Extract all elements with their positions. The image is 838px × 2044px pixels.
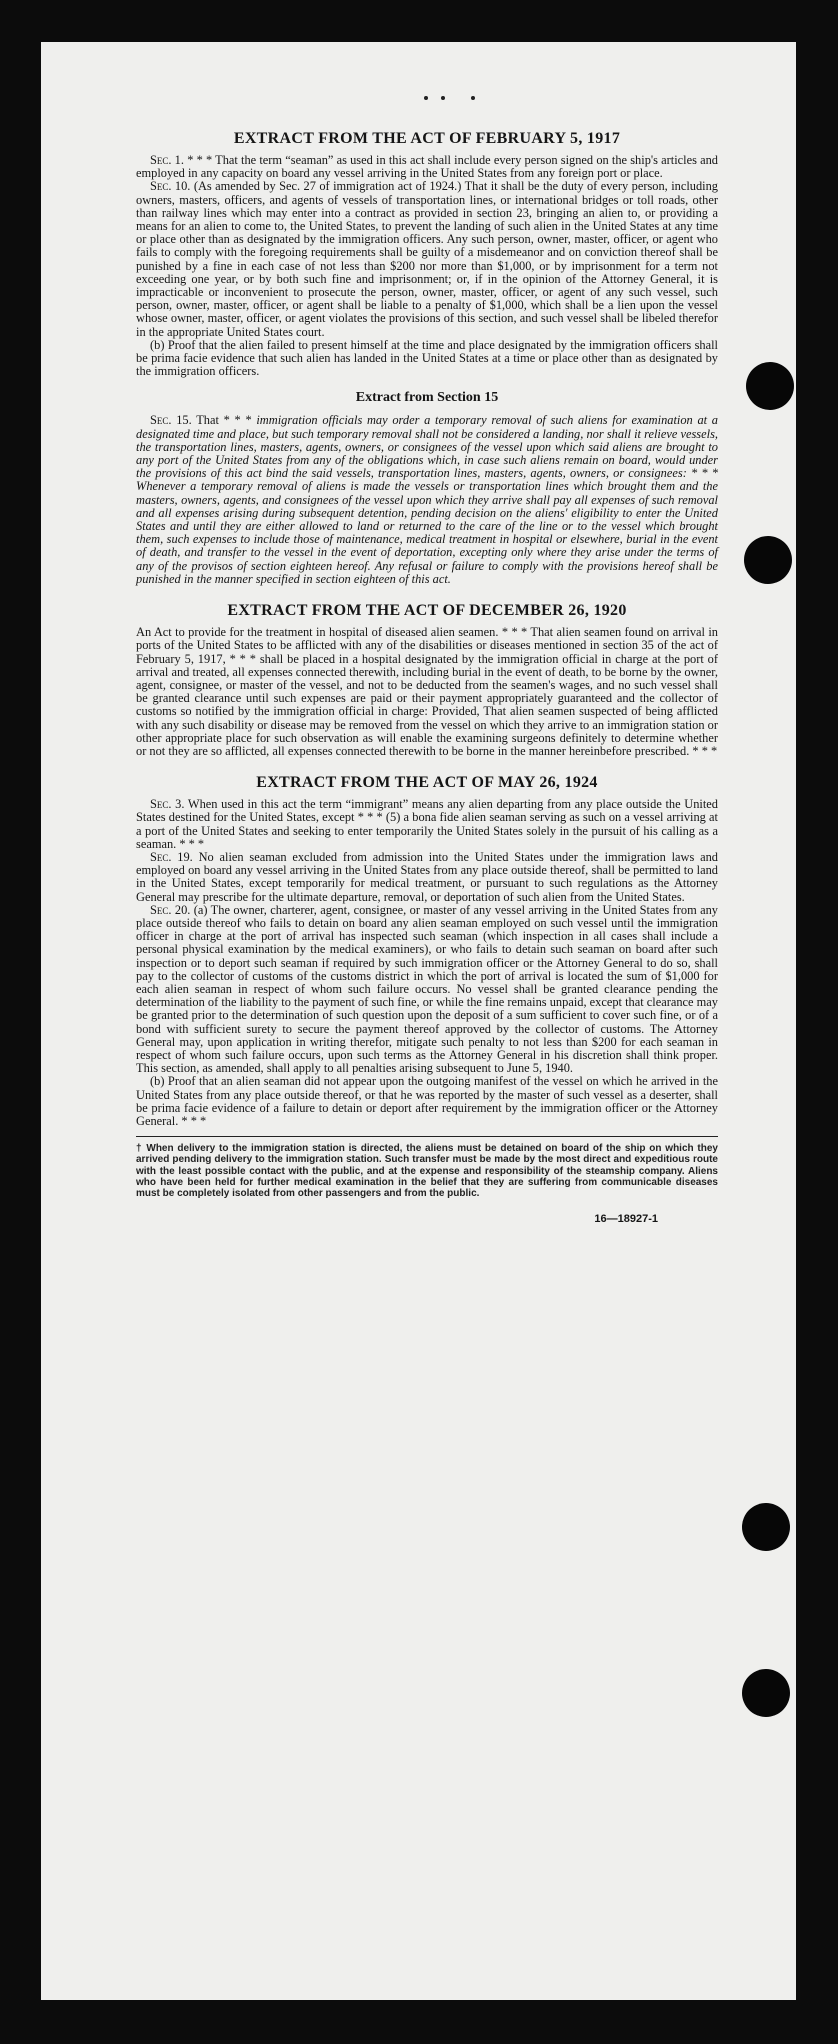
sec19-label: Sec. 19. xyxy=(150,849,193,864)
act1920-paragraph: An Act to provide for the treatment in hospital of diseased alien seamen. * * * That alien seamen found on arrival in ports of the United States to be afflicted with any of the disabilities or diseases mentioned in section 35 of the act of February 5, 1917, * * * shall be placed in a hospital designated by the immigration official in charge at the port of arrival and treated, all expenses connected therewith, including burial in the event of death, to be borne by the owner, agent, consignee, or master of the vessel, and not to be deducted from the seamen's wages, and no such vessel shall be granted clearance until such expenses are paid or their payment appropriately guaranteed and the collector of customs so notified by the immigration official in charge: Provided, That alien seamen suspected of being afflicted with any such disability or disease may be removed from the vessel on which they arrive to an immigration station or other appropriate place for such observation as will enable the examining surgeons definitely to determine whether or not they are so afflicted, all expenses connected therewith to be borne in the manner hereinbefore prescribed. * * * xyxy=(136,625,718,758)
sec15-lead: That * * * xyxy=(196,413,252,428)
document-page xyxy=(41,42,796,2000)
heading-act-1924: EXTRACT FROM THE ACT OF MAY 26, 1924 xyxy=(256,774,598,792)
heading-act-1917: EXTRACT FROM THE ACT OF FEBRUARY 5, 1917 xyxy=(233,130,621,147)
sec15-label: Sec. 15. xyxy=(150,413,192,428)
heading-act-1920: EXTRACT FROM THE ACT OF DECEMBER 26, 1920 xyxy=(227,602,627,620)
sec3-paragraph xyxy=(136,798,718,851)
top-mark-dots xyxy=(41,96,796,106)
sec10-text: (As amended by Sec. 27 of immigration act of 1924.) That it shall be the duty of every person, including owners, masters, officers, and agents of vessels of transportation lines, or international bridges or toll roads, other than railway lines which may enter into a contract as provided in section 23, bringing an alien to, or providing a means for an alien to come to, the United States, to prevent the landing of such alien in the United States at any time or place other than as designated by the immigration officers. Any such person, owner, master, officer, or agent who fails to comply with the foregoing requirements shall be guilty of a misdemeanor and on conviction thereof shall be punished by a fine in each case of not less than $200 nor more than $1,000, or by imprisonment for a term not exceeding one year, or by both such fine and imprisonment; or, if in the opinion of the Attorney General, it is impracticable or inconvenient to prosecute the person, owner, master, officer, or agent of any such vessel, such person, owner, master, officer, or agent shall be liable to a penalty of $1,000, which shall be a lien upon the vessel whose owner, master, officer, or agent violates the provisions of this section, and such vessel shall be libeled therefor in the appropriate United States court. xyxy=(136,179,718,339)
sec3-text: When used in this act the term “immigrant” means any alien departing from any place outside the United States destined for the United States, except * * * (5) a bona fide alien seaman serving as such on a vessel arriving at a port of the United States and seeking to enter temporarily the United States solely in the pursuit of his calling as a seaman. * * * xyxy=(136,797,718,851)
punch-hole xyxy=(744,536,792,584)
dot xyxy=(441,96,445,100)
sec15-paragraph xyxy=(136,414,718,586)
sec20-text: (a) The owner, charterer, agent, consignee, or master of any vessel arriving in the United States from any place outside thereof who fails to detain on board any alien seaman employed on such vessel until the immigration officer in charge at the port of arrival has inspected such seaman (which inspection in all cases shall include a personal physical examination by the medical examiners), or who fails to detain such seaman on board after such inspection or to deport such seaman if required by such immigration officer or the Attorney General to do so, shall pay to the collector of customs of the customs district in which the port of arrival is located the sum of $1,000 for each alien seaman in respect of whom such failure occurs. No vessel shall be granted clearance pending the determination of the liability to the payment of such fine, or while the fine remains unpaid, except that clearance may be granted prior to the determination of such question upon the deposit of a sum sufficient to cover such fine, or of a bond with sufficient surety to secure the payment thereof approved by the collector of customs. The Attorney General may, upon application in writing therefor, mitigate such penalty to not less than $200 for each seaman in respect of whom such failure occurs, upon such terms as the Attorney General in his discretion shall think proper. This section, as amended, shall apply to all penalties arising subsequent to June 5, 1940. xyxy=(136,902,718,1076)
sec1-text: * * * That the term “seaman” as used in this act shall include every person signed on the ship's articles and employed in any capacity on board any vessel arriving in the United States from any foreign port or place. xyxy=(136,153,718,181)
sec20-paragraph xyxy=(136,904,718,1076)
punch-hole xyxy=(746,362,794,410)
heading-section-15: Extract from Section 15 xyxy=(355,390,499,406)
sec20b-paragraph: (b) Proof that an alien seaman did not appear upon the outgoing manifest of the vessel on which he arrived in the United States from any place outside thereof, or that he was reported by the master of such vessel as a deserter, shall be prima facie evidence of a failure to detain or deport after requirement by the immigration officer or the Attorney General. * * * xyxy=(136,1074,718,1128)
sec15-text: immigration officials may order a temporary removal of such aliens for examination at a designated time and place, but such temporary removal shall not be considered a landing, nor shall it relieve vessels, the transportation lines, masters, agents, owners, or consignees of the vessel upon which said aliens are brought to any port of the United States from any of the obligations which, in case such aliens remain on board, would under the provisions of this act bind the said vessels, transportation lines, masters, agents, owners, or consignees: * * * Whenever a temporary removal of aliens is made the vessels or transportation lines which brought them and the masters, owners, agents, and consignees of the vessel upon which they arrive shall pay all expenses of such removal and all expenses arising during subsequent detention, pending decision on the aliens' eligibility to enter the United States and until they are either allowed to land or returned to the care of the line or to the vessel which brought them, such expenses to include those of maintenance, medical treatment in hospital or elsewhere, burial in the event of death, and transfer to the vessel in the event of deportation, excepting only where they arise under the terms of any of the provisos of section eighteen hereof. Any refusal or failure to comply with the provisions hereof shall be punished in the manner specified in section eighteen of this act. xyxy=(136,413,718,586)
document-body xyxy=(136,130,718,1225)
sec19-paragraph xyxy=(136,851,718,904)
punch-hole xyxy=(742,1503,790,1551)
sec10b-paragraph: (b) Proof that the alien failed to present himself at the time and place designated by the immigration officers shall be prima facie evidence that such alien has landed in the United States at a time or place other than as designated by the immigration officers. xyxy=(136,337,718,379)
dot xyxy=(471,96,475,100)
punch-hole xyxy=(742,1669,790,1717)
footnote-divider xyxy=(136,1136,718,1137)
sec3-label: Sec. 3. xyxy=(150,797,185,812)
sec20-label: Sec. 20. xyxy=(150,902,191,917)
footnote: † When delivery to the immigration station is directed, the aliens must be detained on board of the ship on which they arrived pending delivery to the immigration station. Such transfer must be made by the most direct and expeditious route with the least possible contact with the public, and at the expense and responsibility of the steamship company. Aliens who have been held for further medical examination in the belief that they are suffering from communicable diseases must be completely isolated from other passengers and from the public. xyxy=(136,1143,718,1200)
sec1-label: Sec. 1. xyxy=(150,153,184,167)
sec10-label: Sec. 10. xyxy=(150,179,191,194)
sec1-paragraph xyxy=(136,154,718,180)
print-code: 16—18927-1 xyxy=(594,1213,658,1226)
sec10-paragraph xyxy=(136,180,718,338)
sec19-text: No alien seaman excluded from admission into the United States under the immigration laws and employed on board any vessel arriving in the United States from any place outside thereof, shall be permitted to land in the United States, except temporarily for medical treatment, or pursuant to such regulations as the Attorney General may prescribe for the ultimate departure, removal, or deportation of such alien from the United States. xyxy=(136,849,719,904)
dot xyxy=(424,96,428,100)
